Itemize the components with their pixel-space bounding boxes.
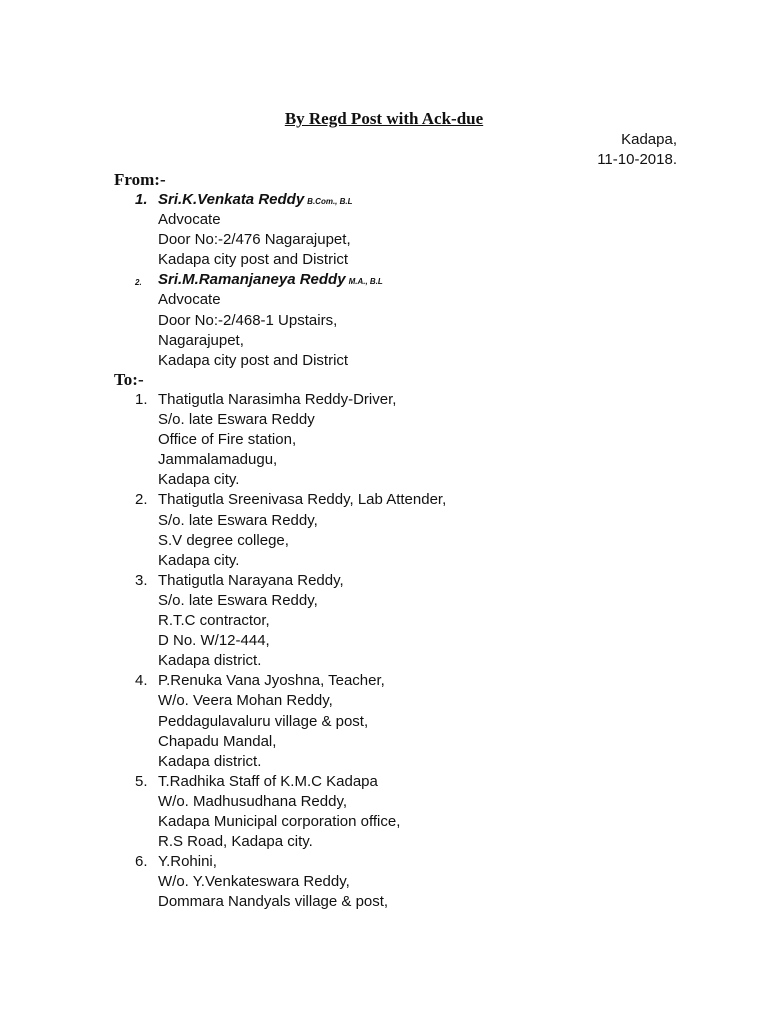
sender-line: Nagarajupet,	[158, 331, 244, 349]
recipient-line: Chapadu Mandal,	[158, 732, 277, 750]
recipient-line: Y.Rohini,	[158, 853, 217, 871]
recipient-line: Thatigutla Narayana Reddy,	[158, 571, 344, 589]
recipient-line: W/o. Veera Mohan Reddy,	[158, 692, 333, 710]
recipient-line: S/o. late Eswara Reddy,	[158, 591, 318, 609]
recipient-line: Peddagulavaluru village & post,	[158, 712, 369, 730]
recipient-line: Dommara Nandyals village & post,	[158, 893, 389, 911]
sender-line: Advocate	[158, 211, 221, 229]
recipient-line: Kadapa Municipal corporation office,	[158, 812, 401, 830]
sender-line: Advocate	[158, 291, 221, 309]
sender-line: Kadapa city post and District	[158, 351, 349, 369]
recipient-line: Kadapa city.	[158, 551, 240, 569]
recipient-5	[0, 772, 768, 792]
sender-number: 2.	[135, 278, 142, 288]
recipient-number: 1.	[135, 391, 148, 408]
sender-line: Door No:-2/476 Nagarajupet,	[158, 231, 351, 249]
place: Kadapa,	[621, 131, 677, 148]
recipient-line: W/o. Madhusudhana Reddy,	[158, 792, 348, 810]
recipient-line: D No. W/12-444,	[158, 632, 270, 650]
recipient-line: Jammalamadugu,	[158, 451, 278, 469]
recipient-line: S.V degree college,	[158, 531, 289, 549]
sender-degree: M.A., B.L	[348, 277, 383, 287]
recipient-number: 3.	[135, 571, 148, 589]
sender-1	[0, 190, 768, 210]
date: 11-10-2018.	[597, 151, 677, 168]
recipient-line: R.T.C contractor,	[158, 612, 270, 630]
recipient-line: T.Radhika Staff of K.M.C Kadapa	[158, 772, 378, 790]
recipient-line: W/o. Y.Venkateswara Reddy,	[158, 873, 350, 891]
recipient-line: Office of Fire station,	[158, 431, 297, 449]
sender-number: 1.	[135, 191, 148, 208]
recipient-line: Kadapa district.	[158, 752, 262, 770]
recipient-3	[0, 571, 768, 591]
recipient-1	[0, 390, 768, 410]
recipient-line: S/o. late Eswara Reddy,	[158, 511, 318, 529]
recipient-number: 5.	[135, 772, 148, 790]
sender-degree: B.Com., B.L	[307, 197, 353, 206]
recipient-line: S/o. late Eswara Reddy	[158, 411, 315, 429]
recipient-line: Kadapa city.	[158, 471, 240, 489]
sender-name: Sri.K.Venkata Reddy	[158, 191, 305, 208]
sender-name: Sri.M.Ramanjaneya Reddy	[158, 271, 346, 289]
recipient-number: 6.	[135, 853, 148, 871]
recipient-line: R.S Road, Kadapa city.	[158, 833, 313, 851]
document-title: By Regd Post with Ack-due	[284, 109, 484, 128]
recipient-line: P.Renuka Vana Jyoshna, Teacher,	[158, 672, 385, 690]
recipient-line: Kadapa district.	[158, 652, 262, 670]
recipient-4	[0, 671, 768, 691]
to-block	[0, 390, 768, 912]
recipient-number: 4.	[135, 672, 148, 690]
recipient-line: Thatigutla Sreenivasa Reddy, Lab Attender,	[158, 491, 447, 509]
recipient-2	[0, 490, 768, 510]
sender-line: Door No:-2/468-1 Upstairs,	[158, 311, 338, 329]
place-date	[597, 130, 677, 170]
from-block	[0, 190, 768, 371]
to-heading: To:-	[114, 370, 144, 389]
sender-2	[0, 270, 768, 290]
recipient-6	[0, 852, 768, 872]
recipient-line: Thatigutla Narasimha Reddy-Driver,	[158, 391, 397, 408]
recipient-number: 2.	[135, 491, 148, 509]
sender-line: Kadapa city post and District	[158, 251, 349, 269]
from-heading: From:-	[114, 170, 166, 189]
